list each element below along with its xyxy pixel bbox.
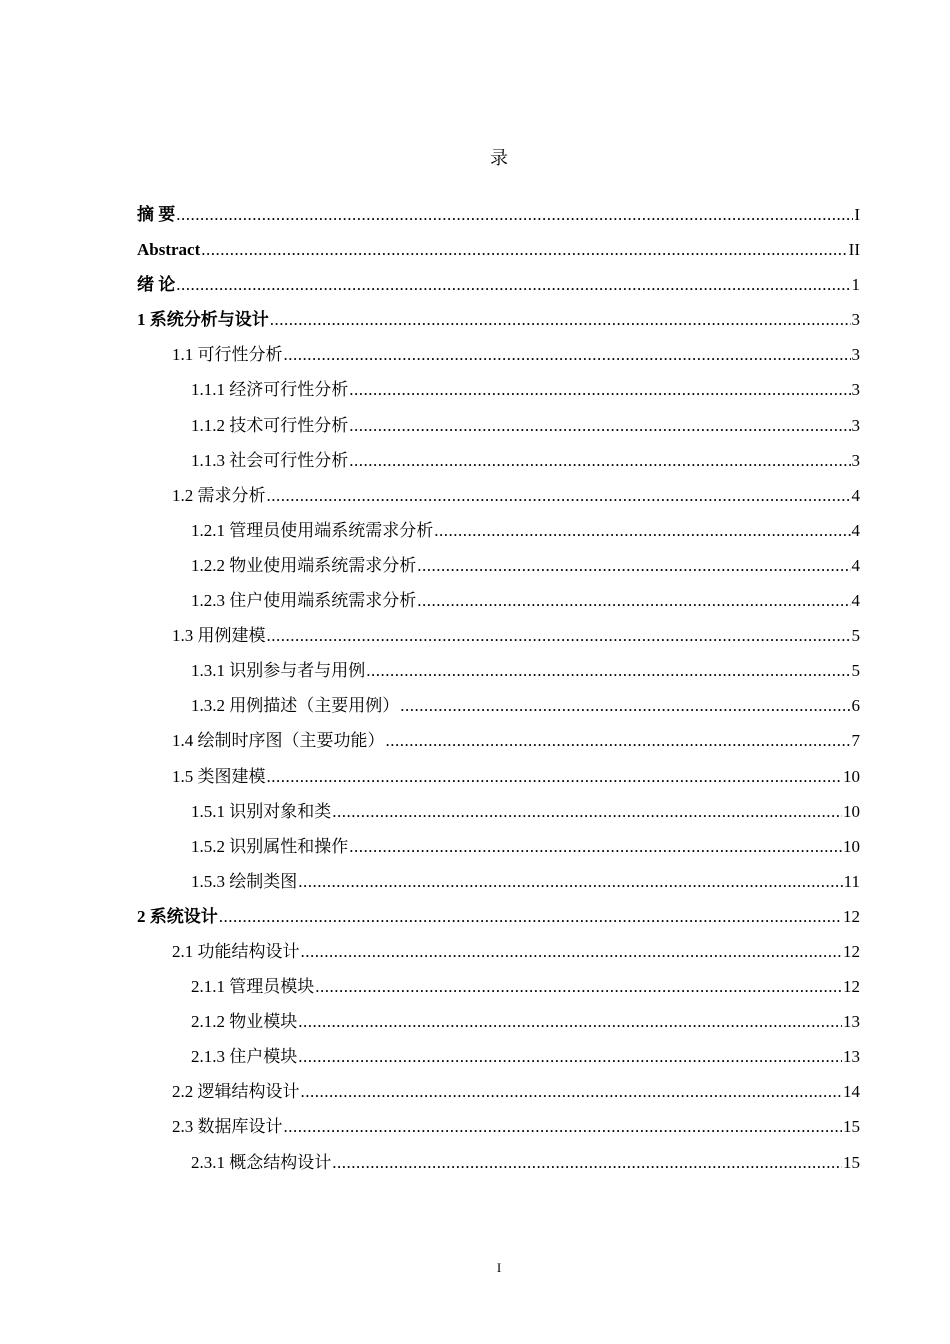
toc-entry[interactable] [137, 829, 860, 864]
toc-dot-leader [417, 548, 850, 583]
toc-entry[interactable] [137, 302, 860, 337]
toc-dot-leader [201, 232, 847, 267]
toc-entry-label: 2.1.3 住户模块 [191, 1047, 298, 1067]
toc-entry-page: 12 [843, 906, 860, 926]
toc-dot-leader [267, 478, 851, 513]
toc-entry-page: 6 [851, 696, 860, 716]
toc-entry[interactable] [137, 267, 860, 302]
toc-dot-leader [267, 618, 851, 653]
toc-entry[interactable] [137, 864, 860, 899]
toc-entry-page: 12 [843, 977, 860, 997]
toc-entry-page: 4 [851, 555, 860, 575]
toc-entry-label: 1.5.3 绘制类图 [191, 871, 298, 891]
toc-dot-leader [434, 513, 850, 548]
toc-entry-label: 2.3 数据库设计 [172, 1117, 283, 1137]
toc-entry[interactable] [137, 443, 860, 478]
toc-dot-leader [315, 969, 842, 1004]
toc-entry[interactable] [137, 197, 860, 232]
toc-dot-leader [298, 1039, 842, 1074]
toc-entry[interactable] [137, 478, 860, 513]
toc-dot-leader [349, 408, 850, 443]
toc-entry-label: 2.3.1 概念结构设计 [191, 1152, 332, 1172]
table-of-contents [137, 197, 860, 1180]
toc-entry-label: 2.1.1 管理员模块 [191, 977, 315, 997]
toc-entry-page: 5 [851, 626, 860, 646]
toc-dot-leader [284, 337, 851, 372]
toc-entry[interactable] [137, 618, 860, 653]
toc-entry-label: Abstract [137, 240, 201, 260]
toc-entry-label: 绪 论 [137, 275, 176, 295]
toc-entry-page: 10 [843, 766, 860, 786]
toc-entry-page: 3 [851, 450, 860, 470]
toc-entry-page: 11 [843, 871, 860, 891]
toc-entry[interactable] [137, 653, 860, 688]
toc-dot-leader [366, 653, 850, 688]
toc-entry-page: 3 [851, 310, 860, 330]
toc-entry-page: 3 [851, 345, 860, 365]
toc-dot-leader [298, 1004, 842, 1039]
toc-dot-leader [349, 829, 842, 864]
toc-entry[interactable] [137, 408, 860, 443]
toc-entry-label: 2.1 功能结构设计 [172, 941, 300, 961]
toc-entry[interactable] [137, 1109, 860, 1144]
toc-entry-label: 1.5 类图建模 [172, 766, 266, 786]
toc-entry[interactable] [137, 759, 860, 794]
toc-entry[interactable] [137, 688, 860, 723]
toc-entry-label: 1.2.1 管理员使用端系统需求分析 [191, 520, 434, 540]
toc-entry-page: I [854, 205, 860, 224]
toc-entry-page: 14 [843, 1082, 860, 1102]
toc-entry[interactable] [137, 934, 860, 969]
toc-dot-leader [267, 759, 843, 794]
toc-dot-leader [386, 723, 851, 758]
toc-entry-page: 4 [851, 485, 860, 505]
toc-entry-label: 2.2 逻辑结构设计 [172, 1082, 300, 1102]
toc-entry[interactable] [137, 899, 860, 934]
toc-entry-label: 1.5.2 识别属性和操作 [191, 836, 349, 856]
toc-entry[interactable] [137, 513, 860, 548]
toc-entry-page: 15 [843, 1117, 860, 1137]
toc-entry[interactable] [137, 372, 860, 407]
toc-entry-page: 3 [851, 415, 860, 435]
toc-entry[interactable] [137, 1039, 860, 1074]
toc-entry-label: 1.3.2 用例描述（主要用例） [191, 696, 400, 716]
toc-entry-label: 1.3.1 识别参与者与用例 [191, 661, 366, 681]
toc-entry-page: 13 [843, 1012, 860, 1032]
toc-entry-label: 1.5.1 识别对象和类 [191, 801, 332, 821]
footer-page-number: I [496, 1260, 502, 1275]
toc-entry[interactable] [137, 1145, 860, 1180]
toc-entry-label: 1.1.2 技术可行性分析 [191, 415, 349, 435]
toc-entry-label: 1.2.3 住户使用端系统需求分析 [191, 591, 417, 611]
toc-entry[interactable] [137, 1004, 860, 1039]
toc-dot-leader [349, 372, 850, 407]
toc-entry[interactable] [137, 1074, 860, 1109]
toc-entry-page: 3 [851, 380, 860, 400]
toc-dot-leader [270, 302, 851, 337]
toc-entry-label: 摘 要 [137, 205, 176, 224]
toc-dot-leader [298, 864, 842, 899]
toc-entry-label: 1.2.2 物业使用端系统需求分析 [191, 555, 417, 575]
toc-entry[interactable] [137, 794, 860, 829]
toc-entry-page: 4 [851, 591, 860, 611]
toc-entry[interactable] [137, 583, 860, 618]
toc-entry-label: 1.2 需求分析 [172, 485, 266, 505]
toc-entry-label: 2 系统设计 [137, 906, 218, 926]
toc-entry-page: 15 [843, 1152, 860, 1172]
toc-dot-leader [176, 197, 853, 232]
toc-entry[interactable] [137, 232, 860, 267]
toc-entry-page: 10 [843, 836, 860, 856]
toc-dot-leader [301, 934, 843, 969]
toc-entry[interactable] [137, 969, 860, 1004]
toc-entry[interactable] [137, 337, 860, 372]
toc-dot-leader [219, 899, 842, 934]
page-title: 录 [490, 148, 508, 168]
toc-dot-leader [400, 688, 850, 723]
toc-entry-page: 7 [851, 731, 860, 751]
toc-entry-page: II [848, 240, 860, 260]
toc-entry-page: 1 [851, 275, 860, 295]
toc-entry-label: 2.1.2 物业模块 [191, 1012, 298, 1032]
toc-entry-page: 13 [843, 1047, 860, 1067]
toc-entry-page: 5 [851, 661, 860, 681]
toc-entry-label: 1.4 绘制时序图（主要功能） [172, 731, 385, 751]
toc-entry[interactable] [137, 548, 860, 583]
toc-entry-label: 1.1 可行性分析 [172, 345, 283, 365]
toc-dot-leader [417, 583, 850, 618]
toc-dot-leader [301, 1074, 843, 1109]
toc-dot-leader [332, 1145, 842, 1180]
toc-dot-leader [332, 794, 842, 829]
toc-entry-page: 4 [851, 520, 860, 540]
toc-dot-leader [284, 1109, 843, 1144]
toc-entry-page: 10 [843, 801, 860, 821]
toc-dot-leader [176, 267, 850, 302]
toc-entry-label: 1 系统分析与设计 [137, 310, 269, 330]
toc-entry-label: 1.1.1 经济可行性分析 [191, 380, 349, 400]
toc-entry-label: 1.3 用例建模 [172, 626, 266, 646]
toc-entry-page: 12 [843, 941, 860, 961]
toc-entry-label: 1.1.3 社会可行性分析 [191, 450, 349, 470]
toc-entry[interactable] [137, 723, 860, 758]
toc-dot-leader [349, 443, 850, 478]
